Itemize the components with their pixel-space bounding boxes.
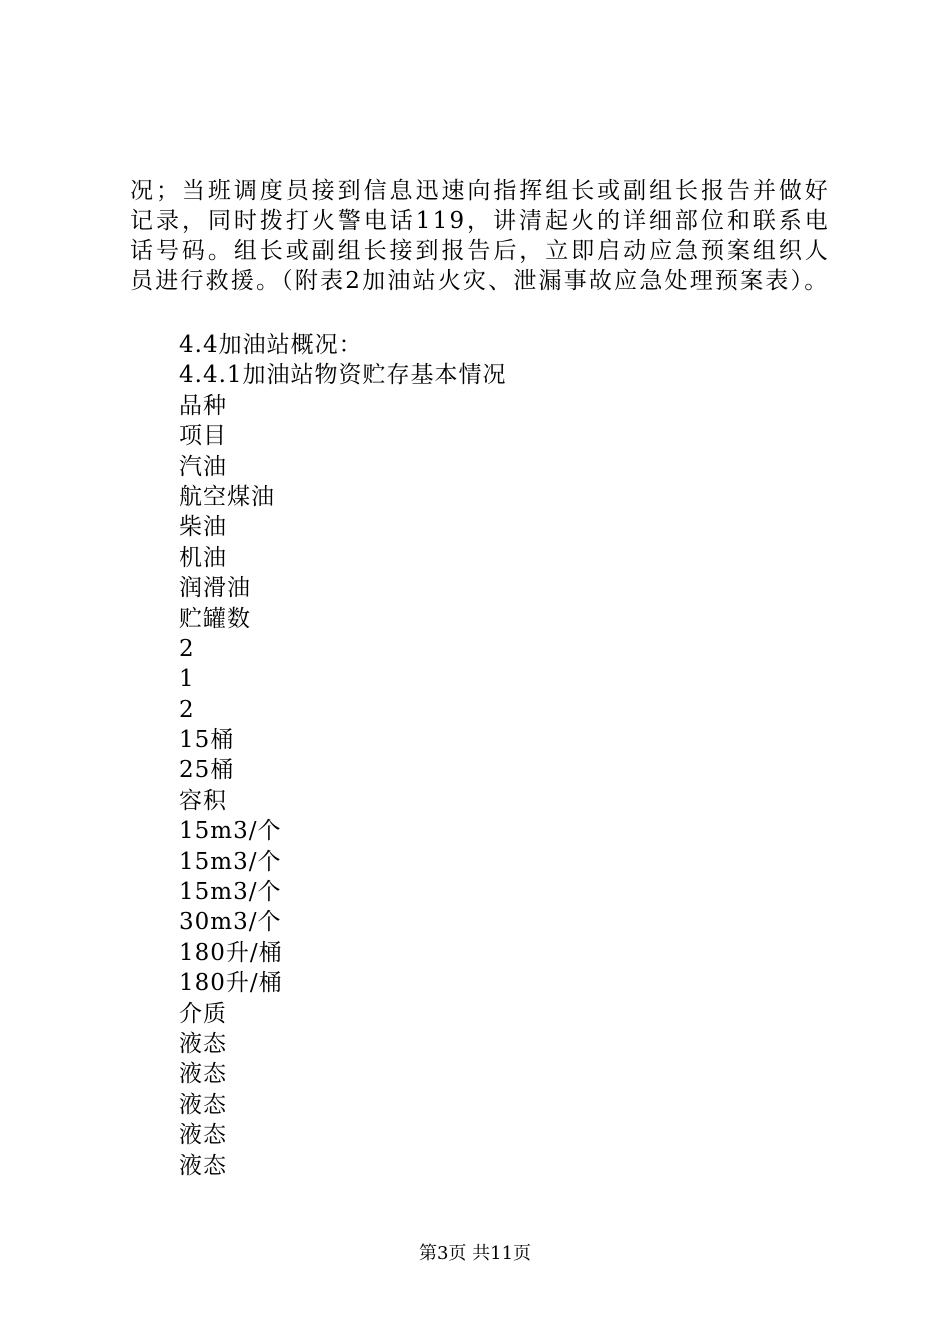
table-line: 介质 — [179, 1000, 227, 1027]
table-line: 液态 — [179, 1030, 227, 1057]
table-line: 航空煤油 — [179, 483, 275, 510]
body-paragraph: 况；当班调度员接到信息迅速向指挥组长或副组长报告并做好记录，同时拨打火警电话119，讲清起火的详细部位和联系电话号码。组长或副组长接到报告后，立即启动应急预案组织人员进行救援。（附表2加油站火灾、泄漏事故应急处理预案表）。 — [130, 178, 830, 294]
table-line: 1 — [179, 666, 195, 693]
content-lines — [179, 330, 507, 1181]
table-line: 180升/桶 — [179, 970, 283, 997]
table-line: 30m3/个 — [179, 909, 282, 936]
table-line: 液态 — [179, 1122, 227, 1149]
subsection-heading: 4.4.1加油站物资贮存基本情况 — [179, 362, 507, 389]
section-heading: 4.4加油站概况： — [179, 332, 363, 358]
table-line: 液态 — [179, 1061, 227, 1088]
table-line: 15m3/个 — [179, 848, 282, 875]
table-line: 15m3/个 — [179, 879, 282, 906]
page-footer: 第3页 共11页 — [418, 1243, 532, 1264]
table-line: 贮罐数 — [179, 605, 251, 632]
table-line: 汽油 — [179, 453, 227, 480]
table-line: 柴油 — [179, 514, 227, 541]
table-line: 15桶 — [179, 727, 235, 754]
table-line: 品种 — [179, 392, 227, 419]
table-line: 25桶 — [179, 757, 235, 784]
table-line: 润滑油 — [179, 575, 251, 602]
table-line: 液态 — [179, 1152, 227, 1179]
table-line: 2 — [179, 696, 195, 723]
table-line: 2 — [179, 635, 195, 662]
table-line: 180升/桶 — [179, 939, 283, 966]
table-line: 机油 — [179, 544, 227, 571]
table-line: 液态 — [179, 1091, 227, 1118]
table-line: 容积 — [179, 787, 227, 814]
table-line: 项目 — [179, 423, 227, 450]
table-line: 15m3/个 — [179, 818, 282, 845]
